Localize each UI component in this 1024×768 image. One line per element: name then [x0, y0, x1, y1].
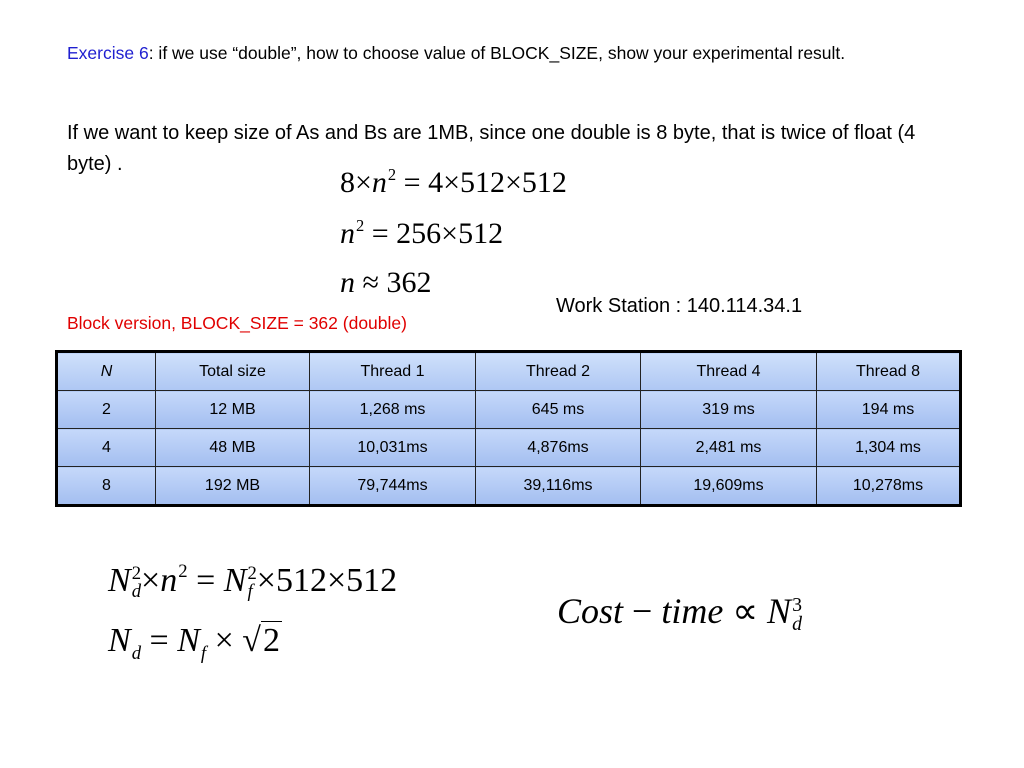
table-row: [57, 467, 961, 506]
cell-thread-4: 19,609ms: [641, 467, 817, 506]
equation-cost-time: Cost − time ∝ N 3 d: [557, 591, 802, 635]
header-n: N: [57, 352, 156, 391]
equation-nd-sqrt2: $N_d = N_f \times √2$: [108, 622, 280, 664]
cell-thread-2: 4,876ms: [476, 429, 641, 467]
cell-n: 2: [57, 391, 156, 429]
equation-n-squared: $n^2 = 256\times 512$: [340, 215, 504, 250]
cell-thread-4: 2,481 ms: [641, 429, 817, 467]
workstation-label: Work Station : 140.114.34.1: [556, 295, 803, 317]
table-row: [57, 391, 961, 429]
header-thread-4: Thread 4: [641, 352, 817, 391]
cell-n: 4: [57, 429, 156, 467]
cell-total-size: 12 MB: [156, 391, 310, 429]
exercise-question: : if we use “double”, how to choose value of BLOCK_SIZE, show your experimental result.: [148, 43, 846, 63]
cell-thread-1: 1,268 ms: [310, 391, 476, 429]
cell-n: 8: [57, 467, 156, 506]
cell-thread-8: 194 ms: [817, 391, 961, 429]
exercise-label: Exercise 6: [67, 43, 149, 63]
header-thread-2: Thread 2: [476, 352, 641, 391]
table-row: [57, 429, 961, 467]
cell-thread-1: 79,744ms: [310, 467, 476, 506]
cell-thread-2: 645 ms: [476, 391, 641, 429]
cell-total-size: 48 MB: [156, 429, 310, 467]
cell-thread-4: 319 ms: [641, 391, 817, 429]
cell-thread-1: 10,031ms: [310, 429, 476, 467]
sqrt-symbol: √2: [242, 622, 280, 659]
header-thread-1: Thread 1: [310, 352, 476, 391]
cell-thread-2: 39,116ms: [476, 467, 641, 506]
header-thread-8: Thread 8: [817, 352, 961, 391]
exercise-prompt: [67, 40, 947, 66]
cell-thread-8: 1,304 ms: [817, 429, 961, 467]
table-header-row: [57, 352, 961, 391]
intro-text: If we want to keep size of As and Bs are 1MB, since one double is 8 byte, that is twice of float (4 byte) .: [67, 122, 916, 175]
cell-total-size: 192 MB: [156, 467, 310, 506]
equation-size: $8\times n^2 = 4\times 512\times 512$: [340, 164, 567, 199]
results-table: [55, 350, 962, 507]
equation-nd-nf-relation: N 2 d $\times n^2 = N$ 2 f ×512×512: [108, 560, 398, 603]
block-version-title: Block version, BLOCK_SIZE = 362 (double): [67, 313, 407, 333]
equation-n-approx: n ≈ 362: [340, 266, 432, 299]
header-total-size: Total size: [156, 352, 310, 391]
cell-thread-8: 10,278ms: [817, 467, 961, 506]
